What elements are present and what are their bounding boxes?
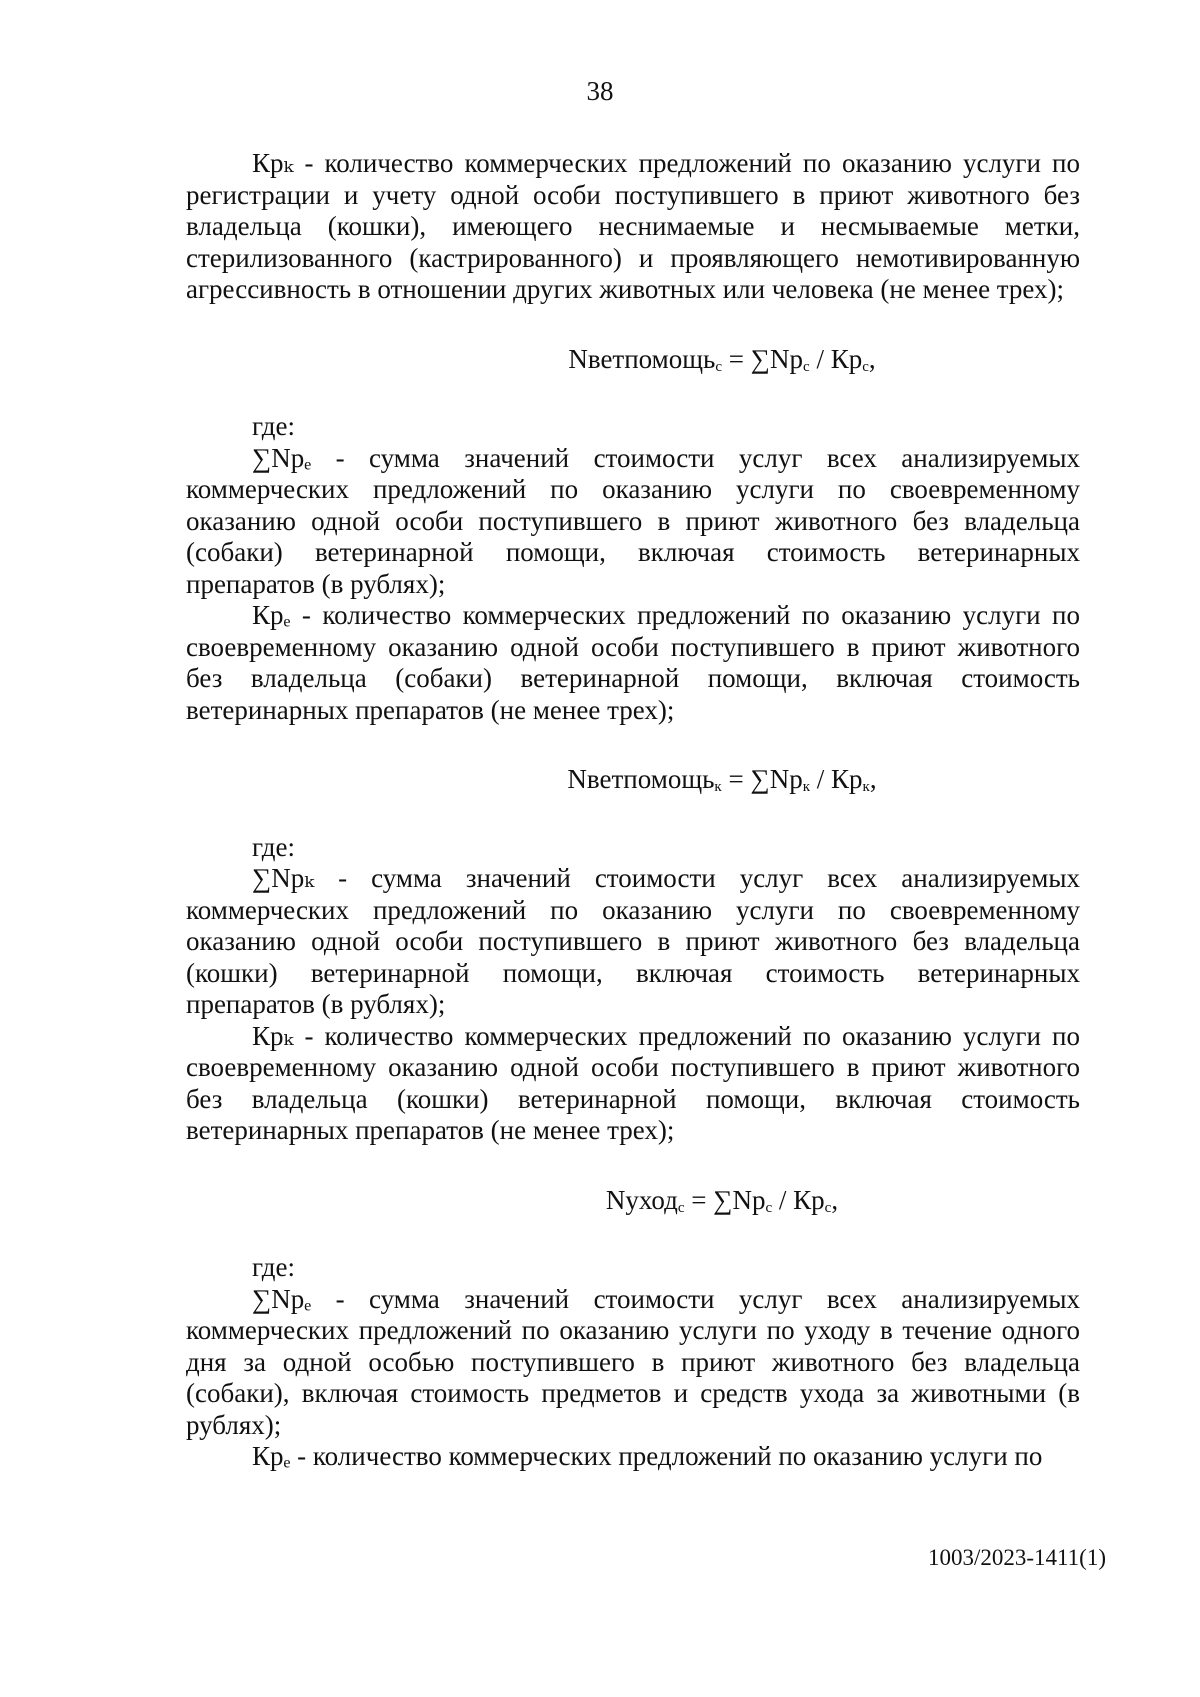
formula-divisor-subscript: с [824, 1199, 832, 1216]
formula-end: , [868, 343, 876, 374]
definition-paragraph [186, 443, 1080, 601]
paragraph-text: ∑Nрₑ - сумма значений стоимости услуг всех анализируемых коммерческих предложений по оказанию услуги по своевременному оказанию одной особи поступившего в приют животного без владельца (собаки) ветеринарной помощи, включая стоимость ветеринарных препаратов (в рублях); [186, 442, 1080, 599]
formula-lhs: Nветпомощь [567, 764, 715, 794]
formula-divisor: / Кр [810, 764, 863, 794]
where-label: где: [252, 411, 295, 441]
document-body [186, 148, 1080, 1473]
definition-paragraph [186, 1441, 1080, 1473]
formula-divisor: / Кр [772, 1184, 825, 1215]
formula [186, 344, 1080, 376]
definition-paragraph [186, 600, 1080, 726]
formula [186, 1185, 1080, 1217]
formula-end: , [831, 1184, 839, 1215]
formula-divisor-subscript: к [862, 779, 870, 795]
formula-equals-sum: = ∑Nр [684, 1184, 766, 1215]
formula-divisor: / Кр [809, 343, 863, 374]
formula-divisor-subscript: с [862, 358, 869, 375]
definition-paragraph [186, 1021, 1080, 1147]
paragraph-text: Крₑ - количество коммерческих предложений по оказанию услуги по [252, 1441, 1043, 1471]
document-code: 1003/2023-1411(1) [927, 1545, 1106, 1570]
definition-paragraph [186, 1284, 1080, 1442]
formula-sum-subscript: с [765, 1199, 773, 1216]
paragraph-text: ∑Nрₖ - сумма значений стоимости услуг всех анализируемых коммерческих предложений по оказанию услуги по своевременному оказанию одной особи поступившего в приют животного без владельца (кошки) ветеринарной помощи, включая стоимость ветеринарных препаратов (в рублях); [186, 863, 1080, 1019]
formula-lhs-subscript: к [714, 779, 722, 795]
paragraph-text: Крₖ - количество коммерческих предложений по оказанию услуги по своевременному оказанию одной особи поступившего в приют животного без владельца (кошки) ветеринарной помощи, включая стоимость ветеринарных препаратов (не менее трех); [186, 1020, 1080, 1145]
formula-lhs-subscript: с [715, 358, 723, 375]
formula-sum-subscript: к [802, 779, 810, 795]
formula [186, 764, 1080, 796]
where-label: где: [252, 831, 295, 862]
formula-lhs-subscript: с [677, 1199, 685, 1216]
formula-lhs: Nветпомощь [568, 343, 716, 374]
paragraph-text: Крₖ - количество коммерческих предложений по оказанию услуги по регистрации и учету одной особи поступившего в приют животного без владельца (кошки), имеющего неснимаемые и несмываемые метки, стерилизованного (кастрированного) и проявляющего немотивированную агрессивность в отношении других животных или человека (не менее трех); [186, 148, 1080, 304]
definition-paragraph [186, 148, 1080, 306]
formula-equals-sum: = ∑Nр [722, 343, 804, 374]
definition-paragraph [186, 863, 1080, 1021]
formula-sum-subscript: с [803, 358, 810, 375]
paragraph-text: ∑Nрₑ - сумма значений стоимости услуг всех анализируемых коммерческих предложений по оказанию услуги по уходу в течение одного дня за одной особью поступившего в приют животного без владельца (собаки), включая стоимость предметов и средств ухода за животными (в рублях); [186, 1283, 1080, 1440]
formula-equals-sum: = ∑Nр [721, 764, 803, 794]
where-label: где: [252, 1252, 295, 1282]
formula-end: , [869, 764, 877, 794]
formula-lhs: Nуход [605, 1184, 678, 1215]
page-number: 38 [586, 76, 614, 106]
paragraph-text: Крₑ - количество коммерческих предложений по оказанию услуги по своевременному оказанию одной особи поступившего в приют животного без владельца (собаки) ветеринарной помощи, включая стоимость ветеринарных препаратов (не менее трех); [186, 600, 1080, 725]
